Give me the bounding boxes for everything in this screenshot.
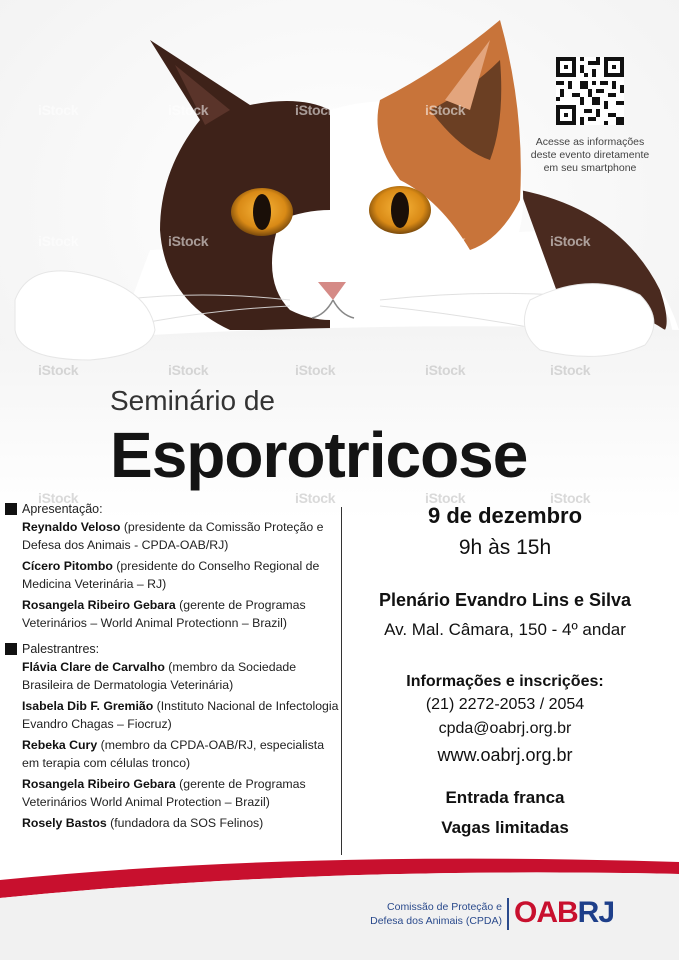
- watermark-text: iStock: [168, 102, 209, 118]
- title-subheading: Seminário de: [110, 385, 275, 416]
- oabrj-logo: [514, 896, 614, 930]
- registration-email-link[interactable]: cpda@oabrj.org.br: [438, 720, 572, 737]
- speaker-entry: [0, 697, 340, 733]
- watermark-text: iStock: [38, 102, 79, 118]
- watermark-text: iStock: [38, 490, 79, 506]
- qr-caption-line: deste evento diretamente: [530, 149, 650, 161]
- watermark-text: iStock: [295, 362, 336, 378]
- organization-name: [330, 900, 502, 928]
- speakers-section-label: [0, 640, 340, 658]
- speaker-description: (Instituto Nacional de Infectologia Evandro Chagas – Fiocruz): [22, 699, 339, 731]
- organization-name-line: Defesa dos Animais (CPDA): [370, 915, 502, 927]
- qr-caption: [520, 136, 660, 175]
- speaker-name: Isabela Dib F. Gremião: [22, 699, 154, 713]
- event-venue: Plenário Evandro Lins e Silva: [378, 590, 632, 610]
- registration-phone: (21) 2272-2053 / 2054: [425, 696, 585, 713]
- bullet-square-icon: [5, 643, 17, 655]
- footer-separator: [507, 898, 509, 930]
- presenter-name: Reynaldo Veloso: [22, 520, 121, 534]
- speaker-name: Rosangela Ribeiro Gebara: [22, 777, 176, 791]
- watermark-text: iStock: [550, 490, 591, 506]
- watermark-text: iStock: [425, 362, 466, 378]
- speaker-entry: [0, 814, 340, 832]
- speaker-description: (gerente de Programas Veterinários World Animal Protection – Brazil): [22, 777, 306, 809]
- speaker-description: (fundadora da SOS Felinos): [106, 816, 264, 830]
- presenter-description: (presidente do Conselho Regional de Medicina Veterinária – RJ): [22, 559, 320, 591]
- presenter-entry: [0, 557, 340, 593]
- presenter-description: (presidente da Comissão Proteção e Defesa dos Animais - CPDA-OAB/RJ): [22, 520, 324, 552]
- event-date: 9 de dezembro: [427, 503, 583, 528]
- watermark-text: iStock: [295, 490, 336, 506]
- presenter-name: Cícero Pitombo: [22, 559, 113, 573]
- title-heading: Esporotricose: [110, 419, 528, 491]
- event-address: Av. Mal. Câmara, 150 - 4º andar: [384, 620, 626, 639]
- limited-seats-notice: Vagas limitadas: [441, 818, 569, 837]
- watermark-text: iStock: [38, 362, 79, 378]
- speaker-entry: [0, 775, 340, 811]
- presenter-name: Rosangela Ribeiro Gebara: [22, 598, 176, 612]
- watermark-text: iStock: [550, 233, 591, 249]
- speaker-description: (membro da Sociedade Brasileira de Dermatologia Veterinária): [22, 660, 297, 692]
- bullet-square-icon: [5, 503, 17, 515]
- watermark-text: iStock: [425, 102, 466, 118]
- program-column: [0, 500, 340, 835]
- watermark-text: iStock: [550, 362, 591, 378]
- watermark-text: iStock: [425, 233, 466, 249]
- speaker-entry: [0, 736, 340, 772]
- speakers-label-text: Palestrantres:: [22, 642, 100, 656]
- speaker-name: Rosely Bastos: [22, 816, 107, 830]
- speaker-name: Flávia Clare de Carvalho: [22, 660, 165, 674]
- speaker-name: Rebeka Cury: [22, 738, 98, 752]
- event-time: 9h às 15h: [458, 536, 552, 559]
- free-entry-notice: Entrada franca: [445, 788, 565, 807]
- watermark-text: iStock: [168, 233, 209, 249]
- speaker-entry: [0, 658, 340, 694]
- website-link[interactable]: www.oabrj.org.br: [437, 745, 573, 765]
- logo-text-oab: OAB: [514, 896, 578, 929]
- presentation-label-text: Apresentação:: [22, 502, 103, 516]
- watermark-text: iStock: [425, 490, 466, 506]
- presenter-entry: [0, 518, 340, 554]
- column-divider: [341, 507, 342, 855]
- presenter-description: (gerente de Programas Veterinários – World Animal Protectionn – Brazil): [22, 598, 306, 630]
- registration-heading: Informações e inscrições:: [406, 673, 604, 690]
- presenter-entry: [0, 596, 340, 632]
- watermark-text: iStock: [295, 233, 336, 249]
- organization-name-line: Comissão de Proteção e: [387, 901, 502, 913]
- qr-caption-line: em seu smartphone: [543, 162, 637, 174]
- presentation-section-label: [0, 500, 340, 518]
- qr-code[interactable]: [556, 57, 624, 125]
- speaker-description: (membro da CPDA-OAB/RJ, especialista em terapia com células tronco): [22, 738, 325, 770]
- watermark-text: iStock: [38, 233, 79, 249]
- qr-caption-line: Acesse as informações: [535, 136, 645, 148]
- watermark-text: iStock: [168, 362, 209, 378]
- logo-text-rj: RJ: [577, 896, 615, 929]
- watermark-text: iStock: [295, 102, 336, 118]
